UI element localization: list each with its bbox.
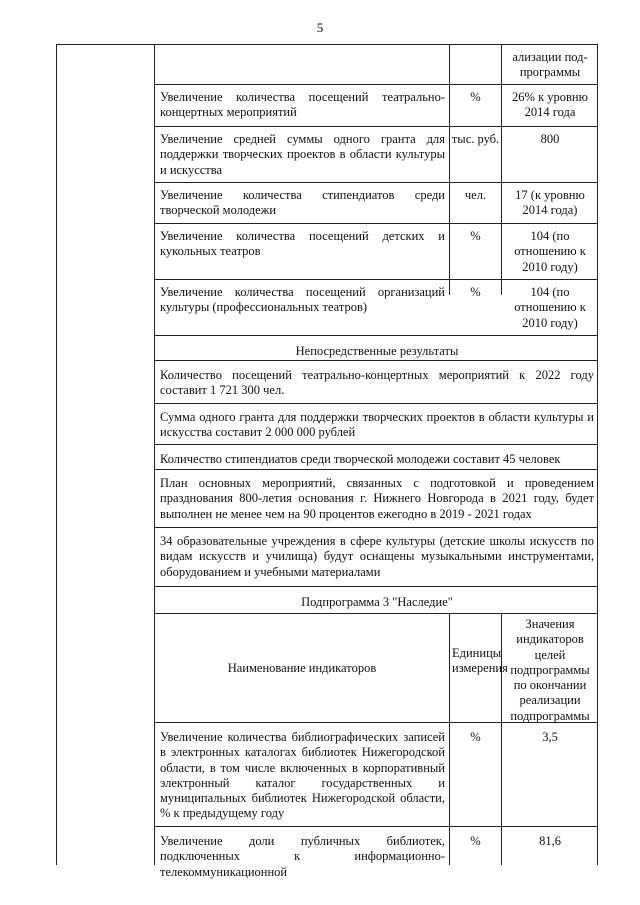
result-item: Количество стипендиатов среди творческой молодежи составит 45 человек bbox=[160, 452, 561, 466]
subprogram-title: Подпрограмма 3 "Наследие" bbox=[301, 595, 453, 609]
indicator-value: 3,5 bbox=[542, 730, 558, 744]
indicator-value: 81,6 bbox=[539, 834, 561, 848]
indicator-value: 26% к уровню 2014 года bbox=[512, 90, 588, 120]
indicator-name: Увеличение средней суммы одного гранта для поддержки творческих проектов в области культуры и искусства bbox=[160, 132, 445, 177]
indicator-value: 17 (к уровню 2014 года) bbox=[515, 188, 585, 218]
continued-value: ализации под- программы bbox=[512, 50, 588, 80]
result-item: 34 образовательные учреждения в сфере культуры (детские школы искусств по видам искусств и училища) будут оснащены музыкальными инструментами, оборудованием и учебными материалами bbox=[160, 534, 594, 579]
indicator-unit: % bbox=[470, 229, 481, 243]
indicator-value: 104 (по отношению к 2010 году) bbox=[514, 285, 586, 330]
indicator-name: Увеличение количества библиографических записей в электронных каталогах библиотек Нижегородской области, в том числе включенных в корпоративный электронный каталог государственных и муниципальных библиотек Нижегородской области, % к предыдущему году bbox=[160, 730, 445, 821]
header-unit: Единицы измерения bbox=[452, 646, 508, 676]
result-item: Количество посещений театрально-концертных мероприятий к 2022 году составит 1 721 300 чел. bbox=[160, 368, 594, 398]
indicator-name: Увеличение количества стипендиатов среди творческой молодежи bbox=[160, 188, 445, 218]
indicator-value: 800 bbox=[540, 132, 560, 146]
indicator-unit: % bbox=[470, 285, 481, 299]
result-item: Сумма одного гранта для поддержки творческих проектов в области культуры и искусства составит 2 000 000 рублей bbox=[160, 410, 594, 440]
indicator-unit: % bbox=[470, 90, 481, 104]
section-header-direct-results: Непосредственные результаты bbox=[295, 344, 459, 358]
indicator-name: Увеличение доли публичных библиотек, подключенных к информационно-телекоммуникационной bbox=[160, 834, 445, 879]
indicator-unit: % bbox=[470, 834, 481, 848]
indicator-value: 104 (по отношению к 2010 году) bbox=[514, 229, 586, 274]
indicator-unit: чел. bbox=[464, 188, 487, 202]
indicator-unit: тыс. руб. bbox=[451, 132, 500, 146]
indicator-name: Увеличение количества посещений организаций культуры (профессиональных театров) bbox=[160, 285, 445, 315]
indicator-name: Увеличение количества посещений детских и кукольных театров bbox=[160, 229, 445, 259]
result-item: План основных мероприятий, связанных с подготовкой и проведением празднования 800-летия основания г. Нижнего Новгорода в 2021 году, будет выполнен не менее чем на 90 процентов ежегодно в 2019 - 2021 годах bbox=[160, 476, 594, 521]
indicator-name: Увеличение количества посещений театрально-концертных мероприятий bbox=[160, 90, 445, 120]
indicators-table bbox=[56, 44, 598, 879]
header-indicator-name: Наименование индикаторов bbox=[227, 661, 377, 675]
page-number: 5 bbox=[316, 20, 324, 35]
indicator-unit: % bbox=[470, 730, 481, 744]
header-value: Значения индикаторов целей подпрограммы по окончании реализации подпрограммы bbox=[510, 617, 590, 723]
